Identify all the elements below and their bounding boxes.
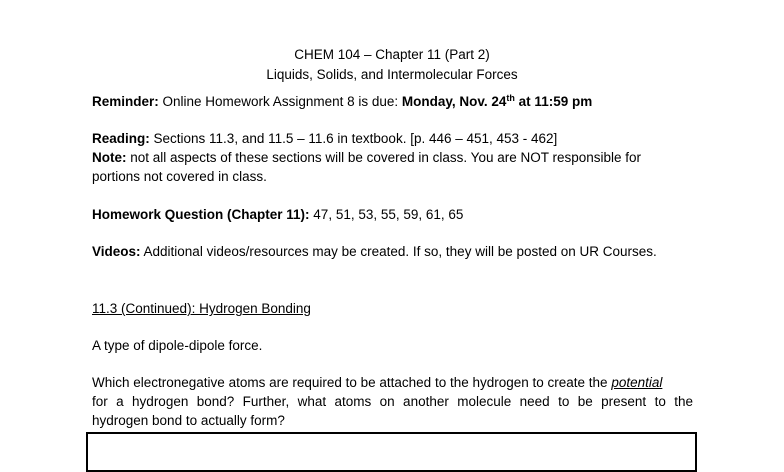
- answer-box: [86, 432, 697, 472]
- homework-line: [92, 207, 463, 222]
- reminder-label: Reminder:: [92, 94, 159, 109]
- note-label: Note:: [92, 150, 127, 165]
- note-line-1: [92, 150, 641, 165]
- reading-text: Sections 11.3, and 11.5 – 11.6 in textbook. [p. 446 – 451, 453 - 462]: [149, 131, 558, 146]
- chapter-subtitle: Liquids, Solids, and Intermolecular Forces: [266, 67, 518, 82]
- note-text-1: not all aspects of these sections will be covered in class. You are NOT responsible for: [126, 150, 642, 165]
- homework-text: 47, 51, 53, 55, 59, 61, 65: [309, 207, 464, 222]
- note-line-2: portions not covered in class.: [92, 169, 267, 184]
- section-intro: A type of dipole-dipole force.: [92, 338, 263, 353]
- due-date: Monday, Nov. 24: [401, 94, 507, 109]
- reminder-line: [92, 94, 592, 109]
- question-text-1: Which electronegative atoms are required to be attached to the hydrogen to create the: [92, 375, 612, 390]
- reminder-text: Online Homework Assignment 8 is due:: [158, 94, 402, 109]
- section-heading: 11.3 (Continued): Hydrogen Bonding: [92, 301, 311, 316]
- question-line-1: [92, 375, 662, 390]
- homework-label: Homework Question (Chapter 11):: [92, 207, 310, 222]
- due-time: at 11:59 pm: [514, 94, 593, 109]
- due-date-suffix: th: [506, 93, 515, 103]
- potential-emphasis: potential: [611, 375, 663, 390]
- reading-label: Reading:: [92, 131, 150, 146]
- question-line-2: for a hydrogen bond? Further, what atoms on another molecule need to be present to the: [92, 394, 693, 409]
- videos-line: [92, 244, 657, 259]
- question-line-3: hydrogen bond to actually form?: [92, 413, 285, 428]
- videos-text: Additional videos/resources may be created. If so, they will be posted on UR Courses.: [140, 244, 657, 259]
- reading-line: [92, 131, 557, 146]
- course-title: CHEM 104 – Chapter 11 (Part 2): [294, 47, 490, 62]
- videos-label: Videos:: [92, 244, 141, 259]
